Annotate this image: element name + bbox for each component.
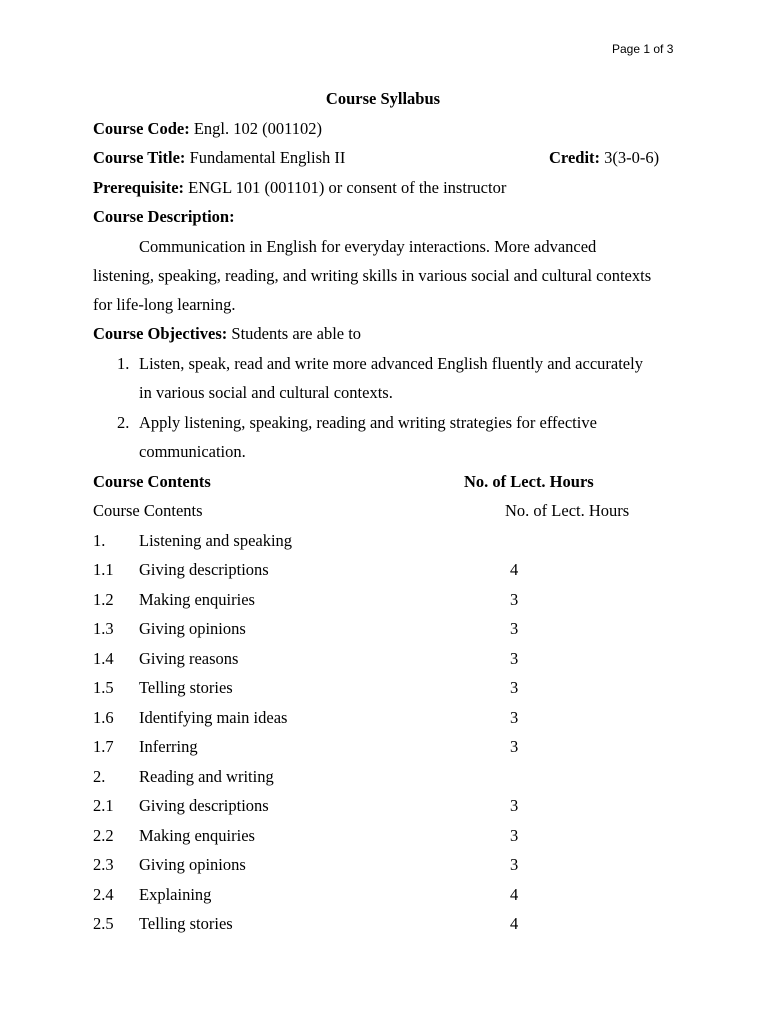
row-topic: Giving descriptions xyxy=(139,560,269,580)
table-row xyxy=(93,673,673,703)
row-hours: 3 xyxy=(510,825,519,845)
row-topic: Giving opinions xyxy=(139,619,246,639)
objectives-label: Course Objectives: xyxy=(93,324,228,344)
table-row xyxy=(93,909,673,939)
objectives-intro: Students are able to xyxy=(231,324,362,344)
contents-header-bold xyxy=(93,467,673,497)
table-row xyxy=(93,585,673,615)
row-number: 1.7 xyxy=(93,737,114,757)
contents-header-right: No. of Lect. Hours xyxy=(464,471,594,491)
prerequisite-label: Prerequisite: xyxy=(93,177,185,197)
table-row xyxy=(93,555,673,585)
objective-text: Listen, speak, read and write more advanced English fluently and accurately in various social and cultural contexts. xyxy=(139,353,643,403)
objective-text: Apply listening, speaking, reading and writing strategies for effective communication. xyxy=(139,412,597,462)
row-topic: Giving opinions xyxy=(139,855,246,875)
row-hours: 3 xyxy=(510,855,519,875)
row-topic: Making enquiries xyxy=(139,825,255,845)
row-hours: 3 xyxy=(510,737,519,757)
row-hours: 3 xyxy=(510,796,519,816)
row-number: 1.3 xyxy=(93,619,114,639)
credit-field xyxy=(549,143,659,173)
table-row xyxy=(93,732,673,762)
objectives-heading-line xyxy=(93,319,673,349)
table-row xyxy=(93,614,673,644)
objective-number: 1. xyxy=(117,353,130,373)
row-topic: Listening and speaking xyxy=(139,530,293,550)
row-hours: 4 xyxy=(510,560,519,580)
table-row xyxy=(93,880,673,910)
table-row xyxy=(93,526,673,556)
row-number: 1. xyxy=(93,530,106,550)
row-hours: 3 xyxy=(510,648,519,668)
row-topic: Giving descriptions xyxy=(139,796,269,816)
course-title-label: Course Title: xyxy=(93,148,186,167)
table-row xyxy=(93,850,673,880)
description-text: Communication in English for everyday interactions. More advanced listening, speaking, reading, and writing skills in various social and cultural contexts for life-long learning. xyxy=(93,236,652,315)
course-code-label: Course Code: xyxy=(93,118,190,138)
row-number: 2.3 xyxy=(93,855,114,875)
description-label: Course Description: xyxy=(93,207,235,226)
credit-label: Credit: xyxy=(549,148,601,167)
row-number: 2. xyxy=(93,766,106,786)
row-topic: Telling stories xyxy=(139,678,233,698)
contents-header-left: Course Contents xyxy=(93,471,211,491)
row-hours: 3 xyxy=(510,619,519,639)
contents-header-plain xyxy=(93,496,673,526)
credit-value: 3(3-0-6) xyxy=(604,148,660,167)
table-row xyxy=(93,644,673,674)
contents-subheader-left: Course Contents xyxy=(93,501,203,521)
row-hours: 3 xyxy=(510,707,519,727)
row-number: 2.5 xyxy=(93,914,114,934)
row-topic: Inferring xyxy=(139,737,198,757)
contents-table xyxy=(93,526,673,939)
row-topic: Making enquiries xyxy=(139,589,255,609)
page-number: Page 1 of 3 xyxy=(612,42,674,56)
course-title-value: Fundamental English II xyxy=(189,148,346,167)
row-number: 1.1 xyxy=(93,560,114,580)
page-title: Course Syllabus xyxy=(325,89,441,108)
prerequisite-value: ENGL 101 (001101) or consent of the instructor xyxy=(188,177,507,197)
row-number: 1.4 xyxy=(93,648,114,668)
table-row xyxy=(93,821,673,851)
row-topic: Giving reasons xyxy=(139,648,239,668)
table-row xyxy=(93,703,673,733)
row-hours: 3 xyxy=(510,678,519,698)
row-number: 2.4 xyxy=(93,884,114,904)
syllabus-body xyxy=(93,84,673,939)
objective-number: 2. xyxy=(117,412,130,432)
prerequisite-line xyxy=(93,173,673,203)
description-heading-line xyxy=(93,202,673,232)
row-hours: 4 xyxy=(510,914,519,934)
row-topic: Telling stories xyxy=(139,914,233,934)
course-title-line xyxy=(93,143,673,173)
row-number: 1.5 xyxy=(93,678,114,698)
contents-subheader-right: No. of Lect. Hours xyxy=(505,501,630,521)
row-hours: 4 xyxy=(510,884,519,904)
row-topic: Explaining xyxy=(139,884,212,904)
row-topic: Identifying main ideas xyxy=(139,707,288,727)
row-hours: 3 xyxy=(510,589,519,609)
objective-item xyxy=(93,349,673,408)
row-topic: Reading and writing xyxy=(139,766,274,786)
row-number: 2.2 xyxy=(93,825,114,845)
objective-item xyxy=(93,408,673,467)
table-row xyxy=(93,762,673,792)
row-number: 1.2 xyxy=(93,589,114,609)
course-code-line xyxy=(93,114,673,144)
row-number: 2.1 xyxy=(93,796,114,816)
table-row xyxy=(93,791,673,821)
course-code-value: Engl. 102 (001102) xyxy=(193,118,322,138)
row-number: 1.6 xyxy=(93,707,114,727)
